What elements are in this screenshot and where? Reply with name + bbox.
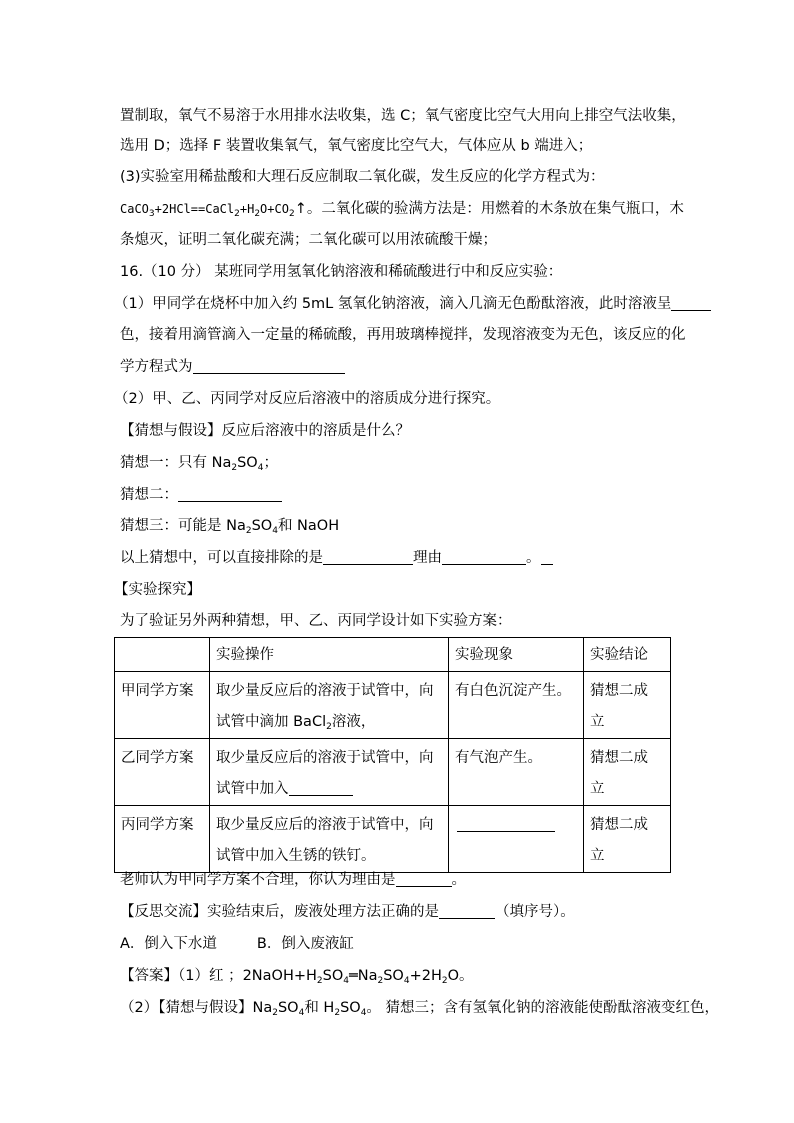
table-cell: 实验结论 [584, 638, 671, 672]
text-line: 以上猜想中，可以直接排除的是 理由 。 [120, 548, 553, 568]
table-cell: 猜想二成立 [584, 739, 671, 806]
text-line: 条熄灭，证明二氧化碳充满；二氧化碳可以用浓硫酸干燥； [120, 232, 497, 248]
text-line: 学方程式为 [120, 357, 345, 377]
option-a: A．倒入下水道 [120, 936, 217, 952]
table-header [115, 638, 671, 672]
option-b: B．倒入废液缸 [256, 936, 354, 952]
table-cell: 实验操作 [210, 638, 449, 672]
text-line: 老师认为甲同学方案不合理，你认为理由是 。 [120, 872, 466, 888]
hypothesis-3: 猜想三：可能是 $Na_2SO_4$和 NaOH [120, 518, 340, 536]
table-cell: 猜想二成立 [584, 806, 671, 873]
text-line: 置制取，氧气不易溶于水用排水法收集，选 C；氧气密度比空气大用向上排空气法收集， [120, 108, 686, 124]
table-row [115, 672, 671, 739]
table-cell: 猜想二成立 [584, 672, 671, 739]
table-cell: 丙同学方案 [115, 806, 210, 873]
answer-line: （2）【猜想与假设】$Na_2SO_4$和 $H_2SO_4$。 猜想三；含有氢氧化钠的溶液能使酚酞溶液变红色， [120, 1000, 720, 1018]
answer-blank[interactable] [457, 815, 555, 832]
table-cell: 有白色沉淀产生。 [449, 672, 584, 739]
question-title: 16.（10 分） 某班同学用氢氧化钠溶液和稀硫酸进行中和反应实验： [120, 264, 563, 280]
answer-blank[interactable] [442, 548, 526, 565]
answer-blank[interactable] [671, 294, 711, 311]
answer-blank[interactable] [289, 779, 353, 796]
answer-blank[interactable] [323, 548, 413, 565]
table-cell: 取少量反应后的溶液于试管中，向 试管中加入 [210, 739, 449, 806]
text-line: 色，接着用滴管滴入一定量的稀硫酸，再用玻璃棒搅拌，发现溶液变为无色，该反应的化 [120, 327, 686, 343]
table-cell: 甲同学方案 [115, 672, 210, 739]
table-row [115, 739, 671, 806]
table-cell: 乙同学方案 [115, 739, 210, 806]
hypothesis-2: 猜想二： [120, 485, 282, 505]
section-heading: 【实验探究】 [114, 582, 201, 598]
table-cell: 有气泡产生。 [449, 739, 584, 806]
answer-blank[interactable] [439, 902, 495, 919]
text-line: (3)实验室用稀盐酸和大理石反应制取二氧化碳，发生反应的化学方程式为： [120, 169, 605, 185]
experiment-table [114, 637, 671, 873]
table-cell [449, 806, 584, 873]
hypothesis-1: 猜想一：只有 $Na_2SO_4$； [120, 455, 278, 473]
underline [541, 548, 553, 565]
table-row [115, 806, 671, 873]
answer-blank[interactable] [396, 870, 452, 887]
text-line: 选用 D；选择 F 装置收集氧气，氧气密度比空气大，气体应从 b 端进入； [120, 138, 593, 154]
text-line: 为了验证另外两种猜想，甲、乙、丙同学设计如下实验方案： [120, 613, 512, 629]
answer-blank[interactable] [193, 357, 345, 374]
equation-line: $CaCO_3+2HCl==CaCl_2+H_2O+CO_2↑$。二氧化碳的验满方法是：用燃着的木条放在集气瓶口，木 [120, 201, 684, 219]
table-cell: 取少量反应后的溶液于试管中，向 试管中滴加 BaCl$_2$溶液， [210, 672, 449, 739]
table-cell [115, 638, 210, 672]
answer-blank[interactable] [178, 485, 282, 502]
table-cell: 取少量反应后的溶液于试管中，向 试管中加入生锈的铁钉。 [210, 806, 449, 873]
text-line: （1）甲同学在烧杯中加入约 5mL 氢氧化钠溶液，滴入几滴无色酚酞溶液，此时溶液呈 [114, 294, 711, 314]
text-line: 【反思交流】实验结束后，废液处理方法正确的是 （填序号）。 [120, 904, 575, 920]
table-cell: 实验现象 [449, 638, 584, 672]
section-heading: 【猜想与假设】反应后溶液中的溶质是什么？ [120, 423, 410, 439]
options-line [120, 934, 354, 954]
answer-line: 【答案】（1）红 ；$2NaOH+H_2SO_4═Na_2SO_4+2H_2O$。 [120, 968, 474, 986]
text-line: （2）甲、乙、丙同学对反应后溶液中的溶质成分进行探究。 [114, 391, 501, 407]
